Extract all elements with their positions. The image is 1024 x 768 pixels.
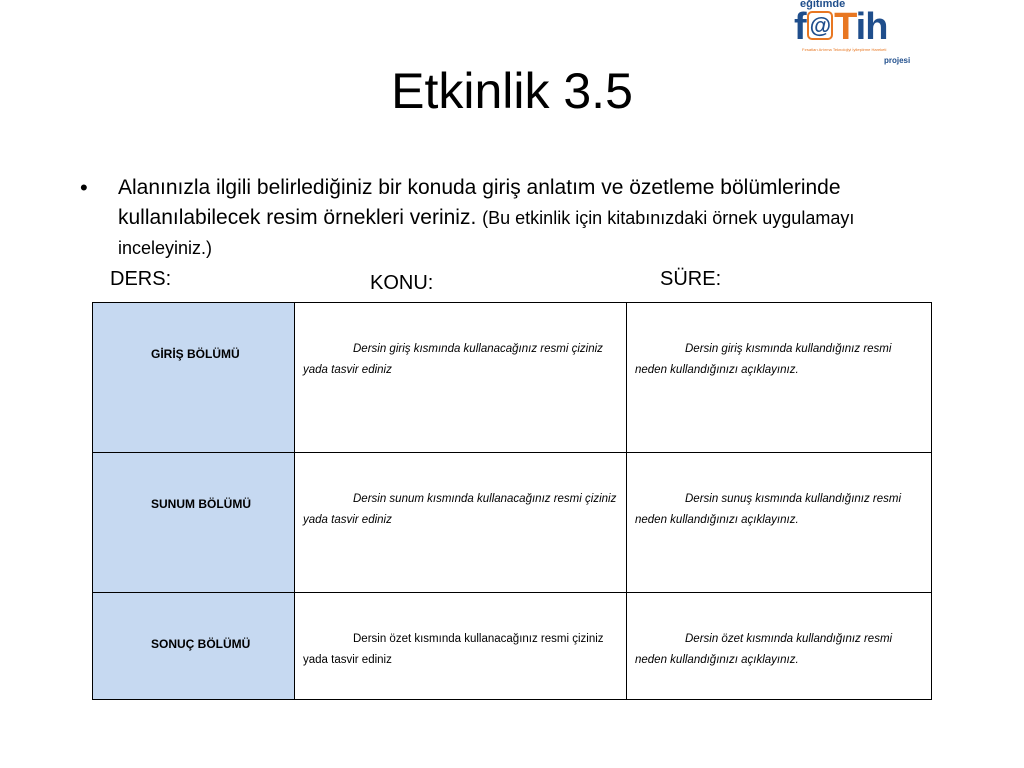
row-label: GİRİŞ BÖLÜMÜ [151,347,240,361]
logo-brand: f @ Tih [794,6,888,48]
explain-instruction: Dersin sunuş kısmında kullandığınız resmi neden kullandığınızı açıklayınız. [635,493,902,526]
logo-top-text: eğitimde [800,0,846,10]
draw-cell[interactable] [295,453,627,593]
explain-cell[interactable] [627,593,932,700]
bullet-main-text: Alanınızla ilgili belirlediğiniz bir konuda giriş anlatım ve özetleme bölümlerinde kullanılabilecek resim örnekleri veriniz. [118,176,841,229]
bullet-symbol: • [80,175,88,200]
row-label-cell [93,303,295,453]
row-label: SUNUM BÖLÜMÜ [151,497,251,511]
bullet-text [118,173,948,263]
konu-label: KONU: [370,272,434,294]
table-row-sonuc [93,593,932,700]
row-label-cell [93,593,295,700]
table-row-giris [93,303,932,453]
activity-table [92,302,932,700]
table-row-sunum [93,453,932,593]
explain-instruction: Dersin özet kısmında kullandığınız resmi neden kullandığınızı açıklayınız. [635,633,893,666]
explain-cell[interactable] [627,453,932,593]
row-label: SONUÇ BÖLÜMÜ [151,637,251,651]
draw-instruction: Dersin özet kısmında kullanacağınız resmi çiziniz yada tasvir ediniz [303,633,604,666]
explain-cell[interactable] [627,303,932,453]
ders-label: DERS: [110,268,172,290]
row-label-cell [93,453,295,593]
fatih-logo [792,0,917,68]
logo-sub-text: Fırsatları Artırma Teknolojiyi İyileştirme Hareketi [802,47,887,52]
slide-title: Etkinlik 3.5 [391,63,633,119]
bullet-note-text: (Bu etkinlik için kitabınızdaki örnek uygulamayı inceleyiniz.) [118,208,855,258]
draw-cell[interactable] [295,593,627,700]
draw-instruction: Dersin sunum kısmında kullanacağınız resmi çiziniz yada tasvir ediniz [303,493,617,526]
sure-label: SÜRE: [660,268,722,290]
draw-instruction: Dersin giriş kısmında kullanacağınız resmi çiziniz yada tasvir ediniz [303,343,603,376]
logo-bottom-text: projesi [884,56,911,65]
draw-cell[interactable] [295,303,627,453]
explain-instruction: Dersin giriş kısmında kullandığınız resmi neden kullandığınızı açıklayınız. [635,343,892,376]
